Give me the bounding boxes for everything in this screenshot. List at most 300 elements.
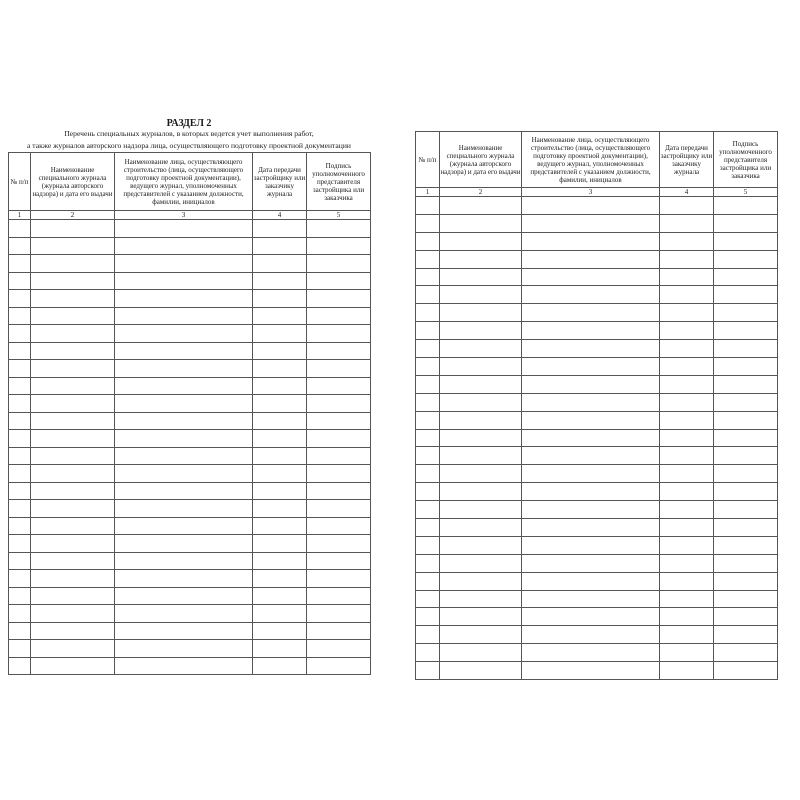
table-cell[interactable]	[253, 430, 307, 448]
table-cell[interactable]	[9, 412, 31, 430]
table-cell[interactable]	[115, 272, 253, 290]
table-cell[interactable]	[660, 232, 714, 250]
table-cell[interactable]	[660, 626, 714, 644]
table-cell[interactable]	[307, 465, 371, 483]
column-number: 2	[440, 188, 522, 197]
table-cell[interactable]	[253, 640, 307, 658]
table-cell[interactable]	[307, 342, 371, 360]
table-cell[interactable]	[522, 429, 660, 447]
table-cell[interactable]	[522, 554, 660, 572]
table-cell[interactable]	[416, 590, 440, 608]
table-cell[interactable]	[660, 536, 714, 554]
table-cell[interactable]	[416, 358, 440, 376]
table-cell[interactable]	[714, 214, 778, 232]
table-cell[interactable]	[115, 500, 253, 518]
table-cell[interactable]	[440, 501, 522, 519]
table-cell[interactable]	[9, 517, 31, 535]
table-cell[interactable]	[440, 232, 522, 250]
column-number: 1	[9, 211, 31, 220]
table-cell[interactable]	[660, 375, 714, 393]
table-cell[interactable]	[440, 197, 522, 215]
table-cell[interactable]	[115, 447, 253, 465]
table-cell[interactable]	[660, 483, 714, 501]
table-cell[interactable]	[416, 286, 440, 304]
table-cell[interactable]	[253, 412, 307, 430]
table-cell[interactable]	[9, 500, 31, 518]
table-cell[interactable]	[115, 307, 253, 325]
table-cell[interactable]	[115, 622, 253, 640]
table-cell[interactable]	[440, 286, 522, 304]
table-cell[interactable]	[253, 447, 307, 465]
table-cell[interactable]	[115, 552, 253, 570]
table-cell[interactable]	[416, 608, 440, 626]
table-cell[interactable]	[416, 536, 440, 554]
table-cell[interactable]	[522, 286, 660, 304]
table-cell[interactable]	[253, 307, 307, 325]
table-cell[interactable]	[714, 483, 778, 501]
table-cell[interactable]	[9, 430, 31, 448]
table-cell[interactable]	[714, 662, 778, 680]
table-cell[interactable]	[440, 519, 522, 537]
table-cell[interactable]	[660, 214, 714, 232]
table-cell[interactable]	[253, 237, 307, 255]
table-cell[interactable]	[660, 590, 714, 608]
table-cell[interactable]	[416, 662, 440, 680]
table-cell[interactable]	[307, 430, 371, 448]
table-cell[interactable]	[253, 657, 307, 675]
table-cell[interactable]	[31, 552, 115, 570]
table-cell[interactable]	[660, 662, 714, 680]
table-cell[interactable]	[31, 360, 115, 378]
table-cell[interactable]	[522, 411, 660, 429]
table-cell[interactable]	[522, 590, 660, 608]
table-cell[interactable]	[253, 255, 307, 273]
table-cell[interactable]	[440, 411, 522, 429]
table-cell[interactable]	[31, 255, 115, 273]
table-cell[interactable]	[31, 430, 115, 448]
table-row	[416, 304, 778, 322]
table-cell[interactable]	[9, 657, 31, 675]
table-row	[9, 622, 371, 640]
table-cell[interactable]	[416, 501, 440, 519]
table-cell[interactable]	[440, 304, 522, 322]
table-cell[interactable]	[307, 395, 371, 413]
table-cell[interactable]	[253, 517, 307, 535]
column-number: 3	[522, 188, 660, 197]
table-cell[interactable]	[9, 237, 31, 255]
table-cell[interactable]	[253, 482, 307, 500]
table-cell[interactable]	[660, 393, 714, 411]
table-cell[interactable]	[440, 322, 522, 340]
table-cell[interactable]	[115, 570, 253, 588]
table-cell[interactable]	[714, 519, 778, 537]
table-row	[416, 608, 778, 626]
table-cell[interactable]	[522, 465, 660, 483]
table-row	[416, 572, 778, 590]
table-cell[interactable]	[522, 572, 660, 590]
table-row	[9, 342, 371, 360]
table-cell[interactable]	[522, 250, 660, 268]
table-cell[interactable]	[31, 640, 115, 658]
table-cell[interactable]	[31, 535, 115, 553]
table-cell[interactable]	[522, 501, 660, 519]
table-cell[interactable]	[440, 644, 522, 662]
table-cell[interactable]	[115, 377, 253, 395]
table-cell[interactable]	[9, 325, 31, 343]
table-cell[interactable]	[31, 622, 115, 640]
table-cell[interactable]	[416, 197, 440, 215]
table-cell[interactable]	[31, 570, 115, 588]
table-cell[interactable]	[714, 197, 778, 215]
table-cell[interactable]	[31, 307, 115, 325]
table-cell[interactable]	[660, 358, 714, 376]
table-cell[interactable]	[307, 377, 371, 395]
table-cell[interactable]	[9, 570, 31, 588]
table-cell[interactable]	[440, 536, 522, 554]
table-cell[interactable]	[253, 342, 307, 360]
table-cell[interactable]	[714, 590, 778, 608]
table-cell[interactable]	[522, 214, 660, 232]
header-transfer-date: Дата передачи застройщику или заказчику журнала	[253, 153, 307, 211]
table-cell[interactable]	[714, 572, 778, 590]
table-row	[9, 587, 371, 605]
table-cell[interactable]	[31, 290, 115, 308]
table-cell[interactable]	[714, 232, 778, 250]
table-cell[interactable]	[416, 447, 440, 465]
table-row	[9, 482, 371, 500]
table-cell[interactable]	[660, 519, 714, 537]
table-cell[interactable]	[660, 304, 714, 322]
table-cell[interactable]	[307, 325, 371, 343]
table-cell[interactable]	[660, 501, 714, 519]
table-cell[interactable]	[416, 340, 440, 358]
table-cell[interactable]	[253, 535, 307, 553]
table-cell[interactable]	[31, 395, 115, 413]
table-cell[interactable]	[307, 307, 371, 325]
table-cell[interactable]	[660, 447, 714, 465]
table-cell[interactable]	[714, 358, 778, 376]
table-cell[interactable]	[307, 360, 371, 378]
table-cell[interactable]	[253, 587, 307, 605]
table-cell[interactable]	[307, 220, 371, 238]
table-cell[interactable]	[31, 605, 115, 623]
table-cell[interactable]	[522, 644, 660, 662]
table-cell[interactable]	[522, 197, 660, 215]
table-cell[interactable]	[440, 268, 522, 286]
table-cell[interactable]	[31, 325, 115, 343]
table-cell[interactable]	[714, 268, 778, 286]
table-cell[interactable]	[31, 342, 115, 360]
table-cell[interactable]	[440, 447, 522, 465]
table-cell[interactable]	[440, 608, 522, 626]
table-cell[interactable]	[714, 501, 778, 519]
table-cell[interactable]	[9, 465, 31, 483]
table-cell[interactable]	[522, 393, 660, 411]
table-cell[interactable]	[253, 360, 307, 378]
table-cell[interactable]	[660, 286, 714, 304]
table-cell[interactable]	[714, 304, 778, 322]
table-cell[interactable]	[416, 393, 440, 411]
table-cell[interactable]	[660, 429, 714, 447]
table-cell[interactable]	[31, 220, 115, 238]
table-row	[416, 554, 778, 572]
table-cell[interactable]	[440, 214, 522, 232]
table-cell[interactable]	[253, 570, 307, 588]
table-cell[interactable]	[31, 500, 115, 518]
table-cell[interactable]	[714, 375, 778, 393]
table-cell[interactable]	[31, 657, 115, 675]
table-cell[interactable]	[440, 590, 522, 608]
table-cell[interactable]	[714, 465, 778, 483]
table-cell[interactable]	[440, 340, 522, 358]
table-cell[interactable]	[714, 322, 778, 340]
table-cell[interactable]	[115, 535, 253, 553]
table-cell[interactable]	[307, 517, 371, 535]
table-cell[interactable]	[522, 608, 660, 626]
table-cell[interactable]	[660, 572, 714, 590]
table-cell[interactable]	[9, 377, 31, 395]
table-cell[interactable]	[9, 272, 31, 290]
table-cell[interactable]	[307, 622, 371, 640]
table-body-right	[416, 197, 778, 680]
table-cell[interactable]	[416, 572, 440, 590]
table-row	[9, 657, 371, 675]
table-cell[interactable]	[714, 644, 778, 662]
table-row	[416, 322, 778, 340]
table-cell[interactable]	[9, 587, 31, 605]
table-cell[interactable]	[714, 411, 778, 429]
table-cell[interactable]	[253, 220, 307, 238]
table-cell[interactable]	[9, 307, 31, 325]
table-cell[interactable]	[253, 395, 307, 413]
table-cell[interactable]	[9, 255, 31, 273]
table-cell[interactable]	[115, 412, 253, 430]
table-cell[interactable]	[115, 220, 253, 238]
table-cell[interactable]	[522, 322, 660, 340]
table-cell[interactable]	[31, 517, 115, 535]
table-cell[interactable]	[253, 325, 307, 343]
table-cell[interactable]	[714, 340, 778, 358]
table-cell[interactable]	[522, 375, 660, 393]
table-row	[9, 360, 371, 378]
table-cell[interactable]	[307, 552, 371, 570]
table-cell[interactable]	[416, 304, 440, 322]
table-cell[interactable]	[115, 290, 253, 308]
table-cell[interactable]	[522, 232, 660, 250]
table-cell[interactable]	[115, 465, 253, 483]
table-cell[interactable]	[253, 272, 307, 290]
table-row	[9, 500, 371, 518]
table-cell[interactable]	[115, 605, 253, 623]
table-cell[interactable]	[416, 519, 440, 537]
table-cell[interactable]	[253, 605, 307, 623]
column-number-row	[416, 188, 778, 197]
table-cell[interactable]	[31, 377, 115, 395]
table-cell[interactable]	[714, 393, 778, 411]
table-cell[interactable]	[522, 268, 660, 286]
table-cell[interactable]	[307, 570, 371, 588]
journals-table-left	[8, 152, 371, 675]
table-cell[interactable]	[9, 395, 31, 413]
table-cell[interactable]	[660, 608, 714, 626]
table-cell[interactable]	[9, 220, 31, 238]
table-cell[interactable]	[416, 250, 440, 268]
table-cell[interactable]	[660, 322, 714, 340]
table-cell[interactable]	[115, 430, 253, 448]
table-cell[interactable]	[307, 237, 371, 255]
table-cell[interactable]	[714, 554, 778, 572]
table-row	[9, 517, 371, 535]
table-cell[interactable]	[714, 536, 778, 554]
table-cell[interactable]	[115, 325, 253, 343]
table-cell[interactable]	[9, 360, 31, 378]
table-cell[interactable]	[440, 465, 522, 483]
table-cell[interactable]	[9, 640, 31, 658]
table-cell[interactable]	[440, 250, 522, 268]
table-cell[interactable]	[9, 552, 31, 570]
table-cell[interactable]	[31, 237, 115, 255]
table-cell[interactable]	[307, 290, 371, 308]
table-cell[interactable]	[9, 447, 31, 465]
header-transfer-date: Дата передачи застройщику или заказчику журнала	[660, 132, 714, 188]
table-row	[416, 662, 778, 680]
table-cell[interactable]	[253, 552, 307, 570]
table-cell[interactable]	[31, 272, 115, 290]
table-cell[interactable]	[416, 626, 440, 644]
table-cell[interactable]	[660, 268, 714, 286]
table-cell[interactable]	[522, 447, 660, 465]
table-cell[interactable]	[660, 197, 714, 215]
table-cell[interactable]	[115, 587, 253, 605]
table-cell[interactable]	[115, 360, 253, 378]
table-cell[interactable]	[522, 483, 660, 501]
table-cell[interactable]	[115, 342, 253, 360]
table-cell[interactable]	[9, 342, 31, 360]
table-cell[interactable]	[522, 519, 660, 537]
header-responsible-person: Наименование лица, осуществляющего строительство (лица, осуществляющего подготовку проектной документации), ведущего журнал, уполномоченных представителей с указанием должности, фамилии, инициалов	[115, 153, 253, 211]
table-cell[interactable]	[307, 500, 371, 518]
table-cell[interactable]	[307, 535, 371, 553]
table-cell[interactable]	[416, 644, 440, 662]
table-row	[416, 250, 778, 268]
table-cell[interactable]	[115, 482, 253, 500]
table-cell[interactable]	[522, 626, 660, 644]
table-cell[interactable]	[440, 626, 522, 644]
table-cell[interactable]	[31, 447, 115, 465]
table-cell[interactable]	[115, 395, 253, 413]
table-cell[interactable]	[660, 340, 714, 358]
table-row	[416, 429, 778, 447]
table-cell[interactable]	[714, 447, 778, 465]
table-cell[interactable]	[253, 290, 307, 308]
table-cell[interactable]	[416, 232, 440, 250]
table-cell[interactable]	[522, 662, 660, 680]
table-cell[interactable]	[416, 465, 440, 483]
table-cell[interactable]	[440, 554, 522, 572]
table-row	[9, 640, 371, 658]
table-row	[9, 447, 371, 465]
table-row	[416, 519, 778, 537]
table-cell[interactable]	[440, 375, 522, 393]
table-row	[9, 395, 371, 413]
table-cell[interactable]	[115, 640, 253, 658]
table-cell[interactable]	[307, 605, 371, 623]
table-cell[interactable]	[307, 482, 371, 500]
table-row	[416, 268, 778, 286]
table-cell[interactable]	[440, 662, 522, 680]
table-cell[interactable]	[253, 465, 307, 483]
table-cell[interactable]	[660, 465, 714, 483]
table-cell[interactable]	[31, 587, 115, 605]
table-cell[interactable]	[416, 554, 440, 572]
table-cell[interactable]	[31, 482, 115, 500]
table-cell[interactable]	[440, 358, 522, 376]
table-cell[interactable]	[660, 644, 714, 662]
table-cell[interactable]	[660, 554, 714, 572]
table-cell[interactable]	[253, 500, 307, 518]
table-cell[interactable]	[416, 268, 440, 286]
table-cell[interactable]	[522, 536, 660, 554]
table-cell[interactable]	[416, 483, 440, 501]
table-cell[interactable]	[440, 429, 522, 447]
table-cell[interactable]	[416, 411, 440, 429]
table-cell[interactable]	[440, 483, 522, 501]
table-cell[interactable]	[307, 272, 371, 290]
table-cell[interactable]	[31, 412, 115, 430]
table-cell[interactable]	[416, 214, 440, 232]
table-cell[interactable]	[660, 411, 714, 429]
table-cell[interactable]	[9, 622, 31, 640]
table-cell[interactable]	[522, 358, 660, 376]
table-cell[interactable]	[253, 622, 307, 640]
table-cell[interactable]	[660, 250, 714, 268]
header-journal-name: Наименование специального журнала (журнала авторского надзора) и дата его выдачи	[31, 153, 115, 211]
table-cell[interactable]	[9, 290, 31, 308]
table-cell[interactable]	[714, 250, 778, 268]
table-cell[interactable]	[714, 429, 778, 447]
table-cell[interactable]	[115, 657, 253, 675]
table-row	[9, 377, 371, 395]
table-cell[interactable]	[714, 608, 778, 626]
table-cell[interactable]	[9, 482, 31, 500]
table-cell[interactable]	[9, 605, 31, 623]
column-number: 2	[31, 211, 115, 220]
table-cell[interactable]	[307, 587, 371, 605]
table-cell[interactable]	[522, 340, 660, 358]
table-cell[interactable]	[307, 412, 371, 430]
table-cell[interactable]	[440, 572, 522, 590]
table-cell[interactable]	[307, 255, 371, 273]
table-cell[interactable]	[416, 429, 440, 447]
table-cell[interactable]	[440, 393, 522, 411]
table-cell[interactable]	[115, 517, 253, 535]
table-cell[interactable]	[307, 657, 371, 675]
table-cell[interactable]	[714, 286, 778, 304]
table-cell[interactable]	[714, 626, 778, 644]
table-cell[interactable]	[31, 465, 115, 483]
table-cell[interactable]	[9, 535, 31, 553]
table-row	[9, 465, 371, 483]
table-cell[interactable]	[253, 377, 307, 395]
table-cell[interactable]	[416, 375, 440, 393]
table-cell[interactable]	[416, 322, 440, 340]
table-cell[interactable]	[307, 447, 371, 465]
table-cell[interactable]	[115, 255, 253, 273]
table-cell[interactable]	[115, 237, 253, 255]
table-cell[interactable]	[522, 304, 660, 322]
table-row	[9, 307, 371, 325]
table-cell[interactable]	[307, 640, 371, 658]
